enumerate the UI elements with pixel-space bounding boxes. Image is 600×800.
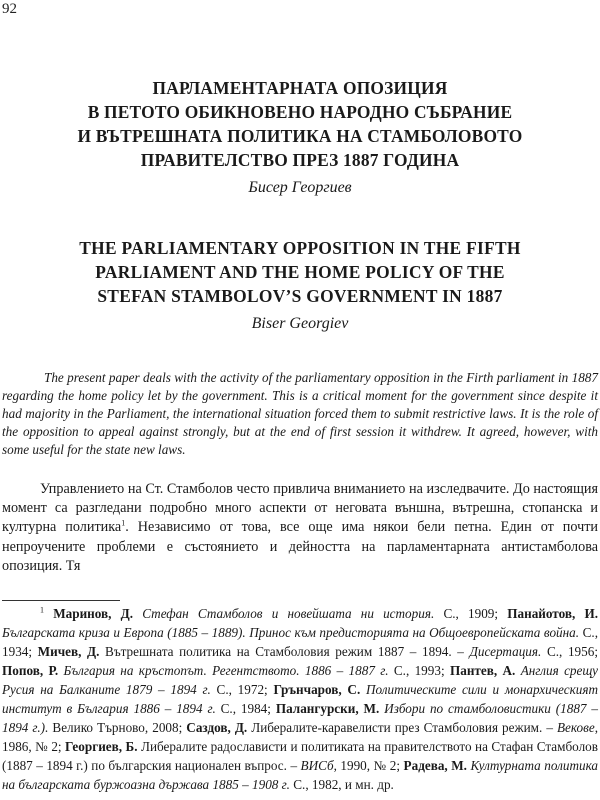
footnote-divider	[2, 600, 120, 601]
citation-author: Палангурски, М.	[275, 701, 380, 716]
citation-title: Културната политика на българската буржоазна държава 1885 – 1908 г.	[2, 758, 599, 792]
citation-title: Дисертация.	[469, 644, 542, 659]
body-text-part1: Управлението на Ст. Стамболов често привлича вниманието на изследвачите. До настоящия момент са разгледани подробно много аспекти от неговата външна, вътрешна, стопанска и културна политика	[2, 481, 598, 536]
citation-author: Маринов, Д.	[53, 606, 133, 621]
author-bulgarian: Бисер Георгиев	[248, 179, 352, 196]
citation-author: Пантев, А.	[449, 663, 516, 678]
citation-author: Панайотов, И.	[507, 606, 599, 621]
title-english	[0, 236, 600, 308]
citation-author: Мичев, Д.	[37, 644, 100, 659]
footnote-entries: Маринов, Д. Стефан Стамболов и новейшата ни история. С., 1909; Панайотов, И. Българската криза и Европа (1885 – 1889). Принос към предисторията на Общоевропейската война. С., 1934; Мичев, Д. Вътрешната политика на Стамболовия режим 1887 – 1894. – Дисертация. С., 1956; Попов, Р. България на кръстопът. Регентството. 1886 – 1887 г. С., 1993; Пантев, А. Англия срещу Русия на Балканите 1879 – 1894 г. С., 1972; Грънчаров, С. Политическите сили и монархическият институт в България 1886 – 1894 г. С., 1984; Палангурски, М. Избори по стамболовистики (1887 – 1894 г.). Велико Търново, 2008; Саздов, Д. Либералите-каравелисти през Стамболовия режим. – Векове, 1986, № 2; Георгиев, Б. Либералите радослависти и политиката на правителството на Стафан Стамболов (1887 – 1894 г.) по българския национален въпрос. – ВИСб, 1990, № 2; Радева, М. Културната политика на българската буржоазна държава 1885 – 1908 г. С., 1982, и мн. др.	[2, 606, 599, 792]
citation-title: ВИСб	[300, 758, 334, 773]
citation-title: Политическите сили и монархическият институт в България 1886 – 1894 г.	[2, 682, 598, 716]
footnote-reference[interactable]: 1	[121, 518, 126, 528]
citation-title: Българската криза и Европа (1885 – 1889). Принос към предисторията на Общоевропейската война.	[2, 625, 580, 640]
citation-author: Радева, М.	[403, 758, 467, 773]
citation-title: Векове	[556, 720, 595, 735]
citation-title: Избори по стамболовистики (1887 – 1894 г.).	[2, 701, 598, 735]
citation-author: Саздов, Д.	[186, 720, 248, 735]
title-bg-line: ПРАВИТЕЛСТВО ПРЕЗ 1887 ГОДИНА	[140, 150, 460, 170]
title-en-line: STEFAN STAMBOLOV’S GOVERNMENT IN 1887	[97, 286, 503, 306]
title-en-line: THE PARLIAMENTARY OPPOSITION IN THE FIFTH	[79, 238, 521, 258]
author-english: Biser Georgiev	[251, 315, 349, 332]
title-bulgarian	[0, 76, 600, 172]
citation-title: Стефан Стамболов и новейшата ни история.	[142, 606, 435, 621]
title-bg-line: И ВЪТРЕШНАТА ПОЛИТИКА НА СТАМБОЛОВОТО	[77, 126, 523, 146]
page-number: 92	[2, 1, 17, 17]
citation-title: Англия срещу Русия на Балканите 1879 – 1894 г.	[2, 663, 599, 697]
abstract: The present paper deals with the activity of the parliamentary opposition in the Firth parliament in 1887 regarding the home policy let by the government. This is a critical moment for the government since despite it had majority in the Parliament, the international situation forced them to submit restrictive laws. It is the role of the opposition to appeal against strongly, but at the end of first session it withdrew. It agreed, however, with some useful for the state new laws.	[2, 370, 598, 457]
citation-title: България на кръстопът. Регентството. 1886 – 1887 г.	[63, 663, 389, 678]
title-bg-line: В ПЕТОТО ОБИКНОВЕНО НАРОДНО СЪБРАНИЕ	[87, 102, 513, 122]
footnote	[2, 604, 598, 794]
citation-author: Георгиев, Б.	[65, 739, 138, 754]
footnote-marker: 1	[40, 605, 44, 615]
body-paragraph	[2, 480, 598, 576]
title-en-line: PARLIAMENT AND THE HOME POLICY OF THE	[95, 262, 505, 282]
title-bg-line: ПАРЛАМЕНТАРНАТА ОПОЗИЦИЯ	[152, 78, 448, 98]
citation-author: Грънчаров, С.	[273, 682, 361, 697]
citation-author: Попов, Р.	[2, 663, 59, 678]
body-text-part2: . Независимо от това, все още има някои бели петна. Един от почти непроучените проблеми е състоянието и дейността на парламентарната антистамболова опозиция. Тя	[2, 519, 598, 574]
